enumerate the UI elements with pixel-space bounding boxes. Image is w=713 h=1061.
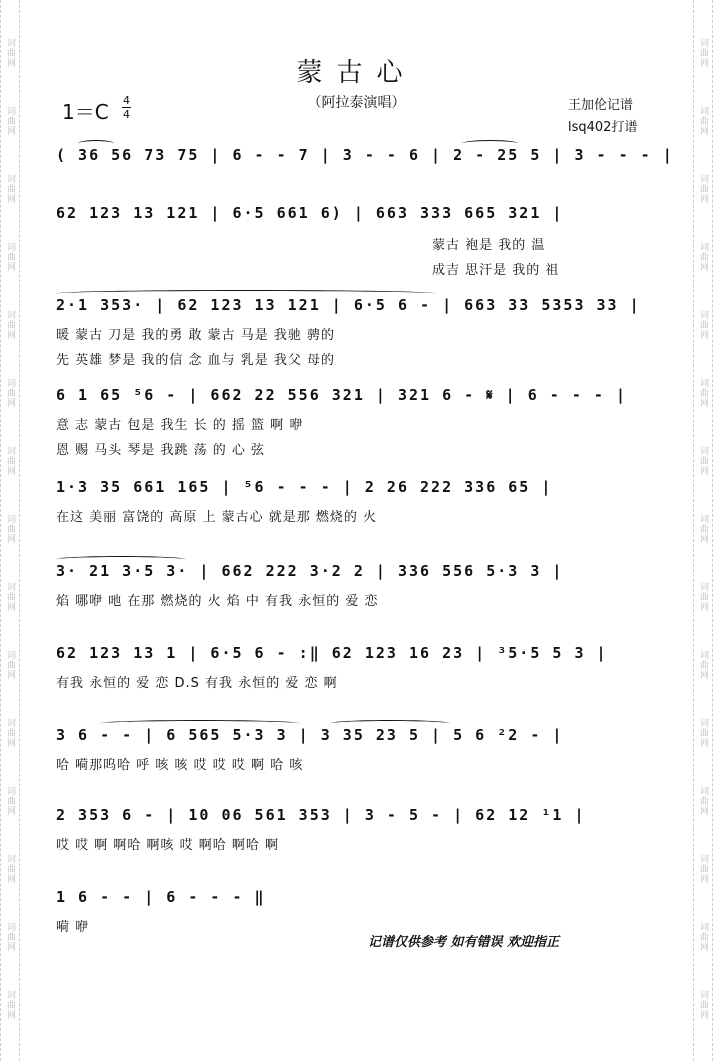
- key-signature: 1＝C: [62, 100, 109, 124]
- lyric-line: 成吉 思汗是 我的 祖: [432, 263, 560, 278]
- staff-row: [56, 726, 656, 773]
- side-watermark-text: 词曲网: [698, 106, 708, 136]
- side-watermark-text: 词曲网: [5, 310, 15, 340]
- slur-arc: [330, 720, 450, 727]
- lyric-line: 暖 蒙古 刀是 我的勇 敢 蒙古 马是 我驰 骋的: [56, 328, 336, 343]
- side-watermark-text: 词曲网: [698, 582, 708, 612]
- slur-arc: [78, 140, 114, 147]
- staff-row: [56, 204, 656, 278]
- staff-row: [56, 146, 674, 164]
- side-watermark-text: 词曲网: [698, 38, 708, 68]
- side-watermark-text: 词曲网: [5, 582, 15, 612]
- side-watermark-text: 词曲网: [698, 854, 708, 884]
- side-watermark-left: [0, 0, 20, 1061]
- staff-row: [56, 478, 656, 525]
- footer-note: 记谱仅供参考 如有错误 欢迎指正: [368, 935, 560, 950]
- singer-credit: （阿拉泰演唱）: [307, 95, 406, 111]
- side-watermark-text: 词曲网: [5, 990, 15, 1020]
- side-watermark-text: 词曲网: [5, 446, 15, 476]
- side-watermark-text: 词曲网: [5, 718, 15, 748]
- staff-notes: ( 36 56 73 75 | 6 - - 7 | 3 - - 6 | 2 - 25 5 | 3 - - - |: [56, 146, 674, 164]
- side-watermark-text: 词曲网: [698, 378, 708, 408]
- lyric-line: 蒙古 袍是 我的 温: [432, 238, 546, 253]
- time-signature: [122, 95, 131, 120]
- staff-notes: 3 6 - - | 6 565 5·3 3 | 3 35 23 5 | 5 6 ²2 - |: [56, 726, 564, 744]
- slur-arc: [56, 290, 436, 297]
- side-watermark-text: 词曲网: [5, 854, 15, 884]
- side-watermark-text: 词曲网: [5, 38, 15, 68]
- side-watermark-text: 词曲网: [698, 650, 708, 680]
- staff-notes: 62 123 13 1 | 6·5 6 - :‖ 62 123 16 23 | ³5·5 5 3 |: [56, 644, 608, 662]
- side-watermark-text: 词曲网: [5, 242, 15, 272]
- side-watermark-text: 词曲网: [698, 514, 708, 544]
- time-signature-bottom: 4: [123, 108, 130, 121]
- typesetter-credit: lsq402打谱: [568, 120, 638, 135]
- side-watermark-text: 词曲网: [5, 106, 15, 136]
- staff-row: [56, 888, 656, 935]
- side-watermark-text: 词曲网: [698, 174, 708, 204]
- lyric-line: 哈 嗬那呜哈 呼 咳 咳 哎 哎 哎 啊 哈 咳: [56, 758, 304, 773]
- side-watermark-text: 词曲网: [5, 922, 15, 952]
- lyric-line: 有我 永恒的 爱 恋 D.S 有我 永恒的 爱 恋 啊: [56, 676, 338, 691]
- staff-notes: 6 1 65 ⁵6 - | 662 22 556 321 | 321 6 - 𝄋 | 6 - - - |: [56, 386, 628, 404]
- staff-notes: 2 353 6 - | 10 06 561 353 | 3 - 5 - | 62 12 ¹1 |: [56, 806, 586, 824]
- side-watermark-text: 词曲网: [698, 718, 708, 748]
- lyric-line: 焰 哪咿 吔 在那 燃烧的 火 焰 中 有我 永恒的 爱 恋: [56, 594, 379, 609]
- transcriber-credit: 王加伦记谱: [568, 98, 634, 113]
- slur-arc: [100, 720, 300, 727]
- side-watermark-text: 词曲网: [698, 242, 708, 272]
- side-watermark-text: 词曲网: [698, 922, 708, 952]
- slur-arc: [56, 556, 186, 563]
- side-watermark-text: 词曲网: [698, 990, 708, 1020]
- song-title: 蒙古心: [296, 58, 417, 88]
- staff-row: [56, 806, 656, 853]
- time-signature-top: 4: [123, 94, 130, 107]
- side-watermark-text: 词曲网: [5, 650, 15, 680]
- side-watermark-text: 词曲网: [698, 446, 708, 476]
- staff-row: [56, 296, 656, 368]
- lyric-line: 在这 美丽 富饶的 高原 上 蒙古心 就是那 燃烧的 火: [56, 510, 378, 525]
- lyric-line: 恩 赐 马头 琴是 我跳 荡 的 心 弦: [56, 443, 266, 458]
- side-watermark-text: 词曲网: [5, 514, 15, 544]
- lyric-line: 哎 哎 啊 啊哈 啊咳 哎 啊哈 啊哈 啊: [56, 838, 280, 853]
- staff-notes: 1 6 - - | 6 - - - ‖: [56, 888, 266, 906]
- staff-row: [56, 562, 656, 609]
- staff-notes: 3· 21 3·5 3· | 662 222 3·2 2 | 336 556 5·3 3 |: [56, 562, 564, 580]
- side-watermark-text: 词曲网: [698, 310, 708, 340]
- lyric-line: 先 英雄 梦是 我的信 念 血与 乳是 我父 母的: [56, 353, 336, 368]
- staff-notes: 1·3 35 661 165 | ⁵6 - - - | 2 26 222 336 65 |: [56, 478, 553, 496]
- staff-notes: 2·1 353· | 62 123 13 121 | 6·5 6 - | 663 33 5353 33 |: [56, 296, 641, 314]
- side-watermark-text: 词曲网: [5, 378, 15, 408]
- staff-row: [56, 644, 656, 691]
- side-watermark-text: 词曲网: [698, 786, 708, 816]
- staff-row: [56, 386, 656, 458]
- lyric-line: 意 志 蒙古 包是 我生 长 的 摇 篮 啊 咿: [56, 418, 304, 433]
- side-watermark-text: 词曲网: [5, 786, 15, 816]
- staff-notes: 62 123 13 121 | 6·5 661 6) | 663 333 665 321 |: [56, 204, 564, 222]
- lyric-line: 嗬 咿: [56, 920, 90, 935]
- side-watermark-text: 词曲网: [5, 174, 15, 204]
- slur-arc: [462, 140, 518, 147]
- side-watermark-right: [693, 0, 713, 1061]
